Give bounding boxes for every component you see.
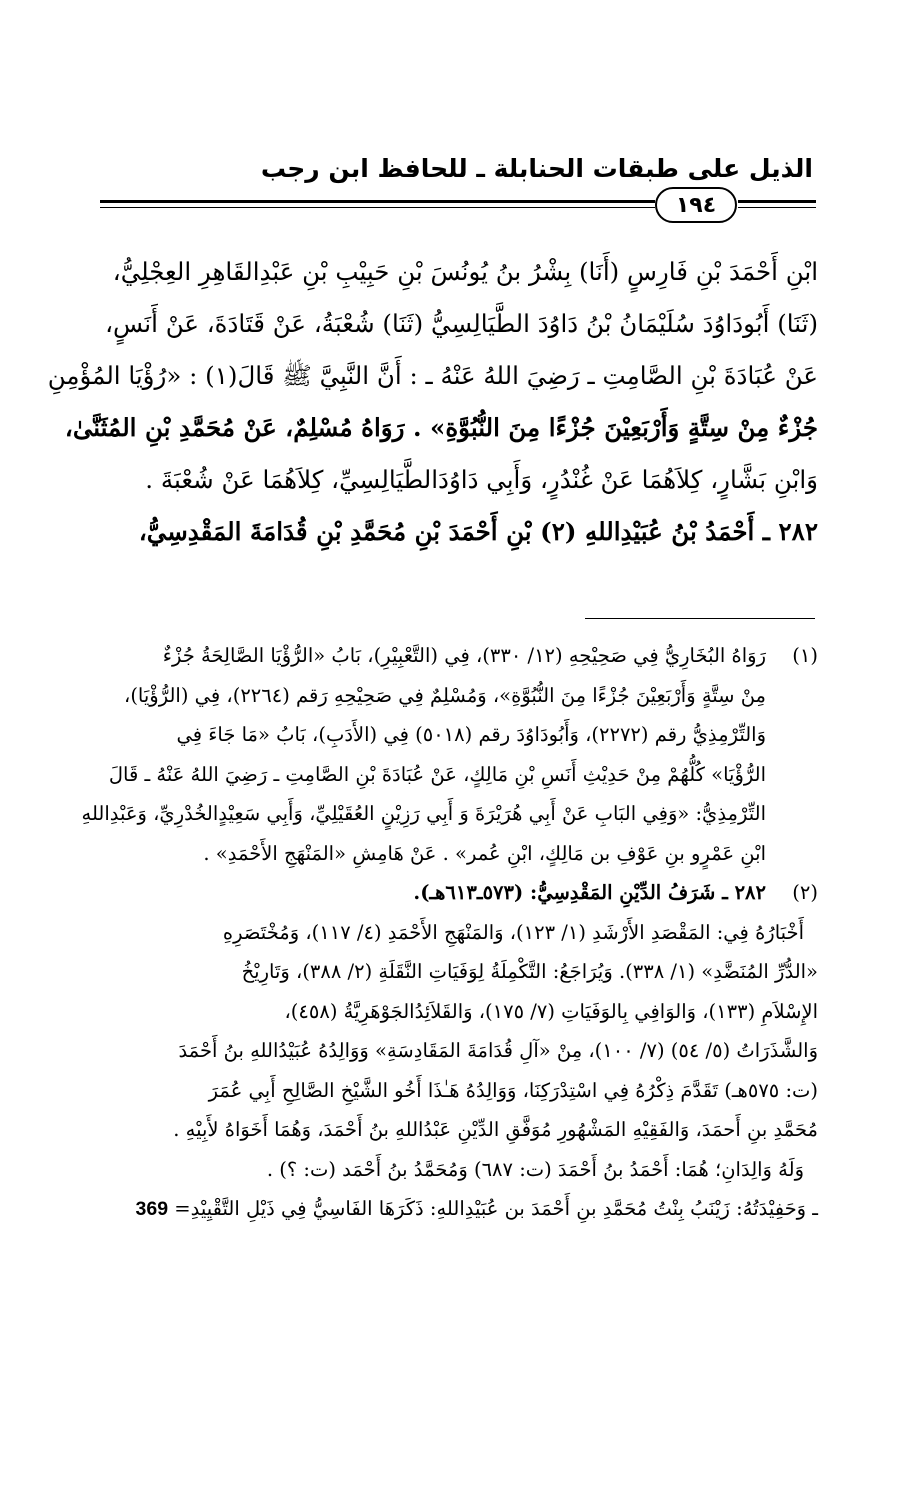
footnotes: [81, 636, 818, 1229]
footnote-line: وَالشَّذَرَاتُ (٥/ ٥٤) (٧/ ١٠٠)، مِنْ «آلِ قُدَامَةَ المَقَادِسَةِ» وَوَالِدُهُ عُبَيْدُاللهِ بنُ أَحْمَدَ: [178, 1039, 818, 1062]
footnote-1-first-line: [100, 636, 818, 676]
footnote-line: أَخْبَارُهُ فِي: المَقْصَدِ الأَرْشَدِ (١/ ١٢٣)، وَالمَنْهَجِ الأَحْمَدِ (٤/ ١١٧)، وَمُخْتَصَرِهِ: [222, 920, 804, 944]
footnote-separator: [585, 618, 815, 619]
footnote-heading: ٢٨٢ ـ شَرَفُ الدِّيْنِ المَقْدِسِيُّ: (٥٧٣ـ٦١٣هـ).: [413, 881, 766, 904]
footnote-line: مُحَمَّدِ بنِ أَحمَدَ، وَالفَقِيْهِ المَشْهُورِ مُوَفَّقِ الدِّيْنِ عَبْدُاللهِ بنُ أَحْمَدَ، وَهُمَا أَخَوَاهُ لأَبِيْهِ .: [173, 1118, 818, 1141]
footnote-line: وَالتِّرْمِذِيُّ رقم (٢٢٧٢)، وَأَبُودَاوُدَ رقم (٥٠١٨) فِي (الأَدَبِ)، بَابُ «مَا جَاءَ فِي: [176, 723, 766, 746]
footnote-line: مِنْ سِتَّةٍ وَأَرْبَعِيْنَ جُزْءًا مِنَ النُّبُوَّةِ»، وَمُسْلِمٌ فِي صَحِيْحِهِ رَقم (٢٢٦٤)، فِي (الرُّؤْيَا)،: [124, 683, 766, 707]
header-rule-thick-right: [738, 200, 816, 203]
footnote-line: وَلَهُ وَالِدَانِ؛ هُمَا: أَحْمَدُ بنُ أَحْمَدَ (ت: ٦٨٧) وَمُحَمَّدُ بنُ أَحْمَد (ت: ؟) .: [266, 1157, 804, 1181]
footnote-line: «الدُّرِّ المُنَضَّدِ» (١/ ٣٣٨). وَيُرَاجَعُ: التَّكْمِلَةُ لِوَفَيَاتِ النَّقَلَةِ (٢/ ٣٨٨)، وَتَارِيْخُ: [241, 960, 818, 983]
header-rule-thick: [100, 200, 655, 203]
footnote-line: ابْنِ عَمْرٍو بنِ عَوْفِ بن مَالِكٍ، ابْنِ عُمر» . عَنْ هَامِشِ «المَنْهَجِ الأَحْمَدِ» .: [203, 841, 766, 865]
main-line: ابْنِ أَحْمَدَ بْنِ فَارِسٍ (أَنَا) بِشْرُ بنُ يُونُسَ بْنِ حَبِيْبِ بْنِ عَبْدِالقَاهِرِ العِجْلِيُّ،: [112, 257, 818, 286]
entry-heading: ٢٨٢ ـ أَحْمَدُ بْنُ عُبَيْدِاللهِ (٢) بْنِ أَحْمَدَ بْنِ مُحَمَّدِ بْنِ قُدَامَةَ المَقْدِسِيُّ،: [138, 517, 818, 546]
header-rule-thin-right: [738, 207, 816, 208]
footnote-last-line: [100, 1189, 818, 1229]
main-line: (ثَنَا) أَبُودَاوُدَ سُلَيْمَانُ بْنُ دَاوُدَ الطَّيَالِسِيُّ (ثَنَا) شُعْبَةُ، عَنْ قَتَادَةَ، عَنْ أَنَسٍ،: [105, 309, 818, 338]
footnote-line: التِّرْمِذِيُّ: «وَفِي البَابِ عَنْ أَبِي هُرَيْرَةَ وَ أَبِي رَزِيْنٍ العُقَيْلِيِّ، وَأَبِي سَعِيْدٍالخُدْرِيِّ، وَعَبْدِاللهِ: [81, 802, 766, 825]
main-text: [47, 246, 818, 558]
footnote-line: الرُّؤْيَا» كُلُّهُمْ مِنْ حَدِيْثِ أَنَسِ بْنِ مَالِكٍ، عَنْ عُبَادَةَ بْنِ الصَّامِتِ ـ رَضِيَ اللهُ عَنْهُ ـ قَالَ: [108, 762, 766, 786]
footnote-2-heading: [100, 873, 818, 913]
main-line: جُزْءٌ مِنْ سِتَّةٍ وَأَرْبَعِيْنَ جُزْءًا مِنَ النُّبُوَّةِ» . رَوَاهُ مُسْلِمٌ، عَنْ مُحَمَّدِ بْنِ المُثَنَّىٰ،: [64, 413, 818, 442]
footer-sequence-number: 369: [135, 1198, 169, 1220]
header-rule-thin: [100, 207, 655, 208]
footnote-number: (١): [792, 644, 818, 667]
main-line: عَنْ عُبَادَةَ بْنِ الصَّامِتِ ـ رَضِيَ اللهُ عَنْهُ ـ : أَنَّ النَّبِيَّ ﷺ قَالَ(١) : «رُؤْيَا المُؤْمِنِ: [47, 361, 818, 390]
main-line: وَابْنِ بَشَّارٍ، كِلاَهُمَا عَنْ غُنْدُرٍ، وَأَبِي دَاوُدَالطَّيَالِسِيِّ، كِلاَهُمَا عَنْ شُعْبَةَ .: [145, 465, 818, 494]
running-title: الذيل على طبقات الحنابلة ـ للحافظ ابن رجب: [260, 154, 813, 183]
footnote-line: الإِسْلاَمِ (١٣٣)، وَالوَافِي بِالوَفَيَاتِ (٧/ ١٧٥)، وَالقَلاَئِدُالجَوْهَرِيَّةُ (٤٥٨)،: [284, 999, 818, 1023]
footnote-text: ـ وَحَفِيْدَتُهُ: زَيْنَبُ بِنْتُ مُحَمَّدِ بنِ أَحْمَدَ بن عُبَيْدِاللهِ: ذَكَرَهَا الفَاسِيُّ فِي ذَيْلِ التَّقْيِيْدِ=: [174, 1197, 818, 1220]
page-number: ١٩٤: [655, 187, 737, 223]
footnote-number: (٢): [792, 881, 818, 904]
footnote-text: رَوَاهُ البُخَارِيُّ فِي صَحِيْحِهِ (١٢/ ٣٣٠)، فِي (التَّعْبِيْرِ)، بَابُ «الرُّؤْيَا الصَّالِحَةُ جُزْءٌ: [162, 644, 766, 667]
footnote-line: (ت: ٥٧٥هـ) تَقَدَّمَ ذِكْرُهُ فِي اسْتِدْرَكِنَا، وَوَالِدُهُ هَـٰذَا أَخُو الشَّيْخِ الصَّالِحِ أَبِي عُمَرَ: [208, 1078, 818, 1102]
